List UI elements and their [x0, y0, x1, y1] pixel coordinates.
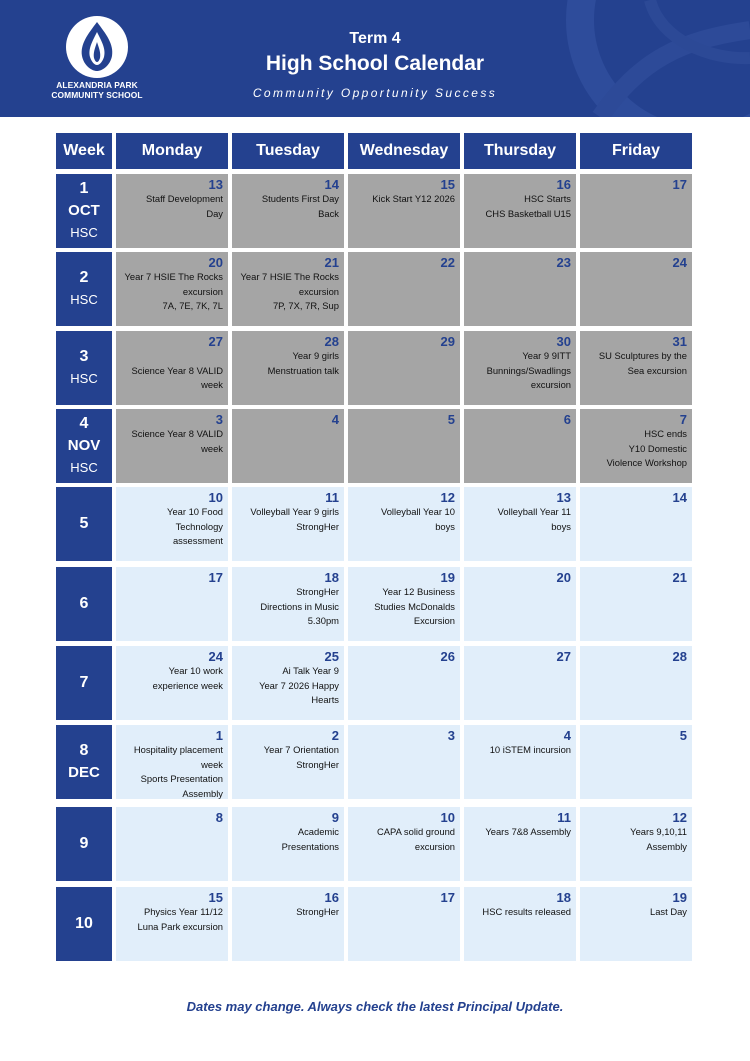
event-text: Year 9 girls [292, 350, 339, 361]
day-cell-thursday [464, 331, 576, 405]
date-number: 3 [447, 728, 455, 743]
week-label-8 [56, 725, 112, 799]
date-number: 18 [324, 570, 339, 585]
date-number: 23 [556, 255, 571, 270]
month-label: DEC [68, 764, 100, 781]
date-number: 22 [440, 255, 455, 270]
date-number: 19 [440, 570, 455, 585]
week-number: 8 [79, 742, 89, 759]
hsc-tag: HSC [70, 371, 98, 386]
event-text: Hearts [311, 694, 339, 706]
school-name: ALEXANDRIA PARK COMMUNITY SCHOOL [51, 80, 143, 100]
date-number: 24 [672, 255, 687, 270]
day-cell-wednesday [348, 646, 460, 720]
column-header-week: Week [56, 133, 112, 169]
week-label-7 [56, 646, 112, 720]
week-number: 4 [79, 415, 89, 432]
event-text: StrongHer [296, 758, 339, 770]
day-cell-friday [580, 487, 692, 561]
date-number: 2 [331, 728, 339, 743]
date-number: 4 [331, 412, 339, 427]
day-cell-wednesday [348, 807, 460, 881]
event-text: HSC ends [644, 428, 687, 439]
day-cell-tuesday [232, 331, 344, 405]
event-text: week [201, 758, 223, 770]
date-number: 17 [672, 177, 687, 192]
hsc-tag: HSC [70, 292, 98, 307]
day-cell-friday [580, 807, 692, 881]
day-cell-tuesday [232, 487, 344, 561]
day-cell-monday [116, 174, 228, 248]
event-text: 7P, 7X, 7R, Sup [272, 300, 339, 312]
event-text: excursion [530, 379, 571, 391]
day-cell-thursday [464, 252, 576, 326]
day-cell-wednesday [348, 487, 460, 561]
event-text: Menstruation talk [267, 364, 339, 376]
week-label-1 [56, 174, 112, 248]
event-text: Back [318, 207, 339, 219]
event-text: Year 9 9ITT [522, 350, 571, 361]
day-cell-monday [116, 409, 228, 483]
date-number: 11 [557, 810, 571, 825]
date-number: 20 [556, 570, 571, 585]
date-number: 14 [672, 490, 687, 505]
date-number: 28 [324, 334, 339, 349]
date-number: 27 [208, 334, 223, 349]
date-number: 11 [325, 490, 339, 505]
day-cell-thursday [464, 567, 576, 641]
date-number: 14 [324, 177, 339, 192]
hsc-tag: HSC [70, 225, 98, 240]
day-cell-friday [580, 725, 692, 799]
day-cell-tuesday [232, 887, 344, 961]
day-cell-thursday [464, 487, 576, 561]
day-cell-wednesday [348, 252, 460, 326]
week-number: 10 [75, 915, 93, 932]
event-text: StrongHer [296, 906, 339, 917]
day-cell-monday [116, 567, 228, 641]
event-text: Directions in Music [260, 600, 339, 612]
event-text: Technology [175, 520, 223, 532]
date-number: 26 [440, 649, 455, 664]
event-text: Year 7 HSIE The Rocks [124, 271, 223, 282]
day-cell-thursday [464, 887, 576, 961]
event-text: Science Year 8 VALID [131, 428, 223, 439]
date-number: 21 [672, 570, 687, 585]
date-number: 16 [324, 890, 339, 905]
date-number: 5 [447, 412, 455, 427]
event-text: boys [551, 520, 571, 532]
day-cell-monday [116, 725, 228, 799]
event-text: Physics Year 11/12 [143, 906, 223, 917]
event-text: Luna Park excursion [137, 920, 223, 932]
week-number: 3 [79, 348, 89, 365]
event-text: Year 7 HSIE The Rocks [240, 271, 339, 282]
event-text: StrongHer [296, 586, 339, 597]
day-cell-thursday [464, 807, 576, 881]
event-text: Last Day [650, 906, 687, 917]
event-text: boys [435, 520, 455, 532]
day-cell-tuesday [232, 725, 344, 799]
date-number: 8 [215, 810, 223, 825]
event-text: Assembly [182, 787, 223, 799]
event-text: week [201, 442, 223, 454]
day-cell-wednesday [348, 409, 460, 483]
day-cell-wednesday [348, 725, 460, 799]
event-text: Presentations [281, 840, 339, 852]
day-cell-friday [580, 331, 692, 405]
date-number: 13 [556, 490, 571, 505]
event-text: Years 9,10,11 [630, 826, 687, 837]
event-text: Year 7 Orientation [263, 744, 339, 755]
event-text: experience week [152, 679, 223, 691]
event-text: Students First Day [261, 193, 339, 204]
day-cell-thursday [464, 409, 576, 483]
event-text: Volleyball Year 9 girls [250, 506, 339, 517]
date-number: 17 [440, 890, 455, 905]
event-text: Year 12 Business [382, 586, 455, 597]
day-cell-monday [116, 331, 228, 405]
event-text: Y10 Domestic [628, 442, 687, 454]
date-number: 12 [672, 810, 687, 825]
event-text: 10 iSTEM incursion [489, 744, 571, 755]
date-number: 10 [208, 490, 223, 505]
date-number: 1 [215, 728, 223, 743]
date-number: 27 [556, 649, 571, 664]
day-cell-wednesday [348, 887, 460, 961]
day-cell-wednesday [348, 331, 460, 405]
footer-note: Dates may change. Always check the latest Principal Update. [186, 999, 564, 1014]
event-text: Year 10 work [168, 665, 223, 676]
school-motto: Community Opportunity Success [252, 86, 498, 100]
day-cell-friday [580, 174, 692, 248]
event-text: excursion [414, 840, 455, 852]
day-cell-wednesday [348, 174, 460, 248]
event-text: Excursion [413, 615, 455, 627]
date-number: 30 [556, 334, 571, 349]
date-number: 21 [324, 255, 339, 270]
day-cell-monday [116, 646, 228, 720]
day-cell-tuesday [232, 646, 344, 720]
event-text: Year 10 Food [167, 506, 223, 517]
event-text: Violence Workshop [606, 457, 687, 469]
week-number: 1 [79, 180, 89, 197]
event-text: Sea excursion [627, 364, 687, 376]
day-cell-monday [116, 887, 228, 961]
hsc-tag: HSC [70, 460, 98, 475]
date-number: 15 [208, 890, 223, 905]
day-cell-monday [116, 252, 228, 326]
column-header-thursday: Thursday [464, 133, 576, 169]
event-text: CAPA solid ground [377, 826, 455, 837]
day-cell-friday [580, 567, 692, 641]
event-text: excursion [182, 285, 223, 297]
event-text: Years 7&8 Assembly [485, 826, 571, 837]
month-label: NOV [67, 437, 101, 454]
event-text: assessment [172, 535, 223, 547]
week-number: 2 [79, 269, 89, 286]
week-label-6 [56, 567, 112, 641]
day-cell-tuesday [232, 567, 344, 641]
day-cell-wednesday [348, 567, 460, 641]
day-cell-tuesday [232, 252, 344, 326]
date-number: 13 [208, 177, 223, 192]
week-label-5 [56, 487, 112, 561]
term-label: Term 4 [349, 30, 401, 47]
day-cell-thursday [464, 646, 576, 720]
column-header-friday: Friday [580, 133, 692, 169]
month-label: OCT [68, 202, 100, 219]
day-cell-friday [580, 252, 692, 326]
date-number: 31 [672, 334, 687, 349]
event-text [121, 349, 223, 364]
date-number: 7 [679, 412, 687, 427]
day-cell-tuesday [232, 409, 344, 483]
date-number: 9 [331, 810, 339, 825]
date-number: 18 [556, 890, 571, 905]
event-text: 7A, 7E, 7K, 7L [162, 300, 223, 312]
day-cell-monday [116, 807, 228, 881]
day-cell-thursday [464, 174, 576, 248]
page-title: High School Calendar [265, 52, 485, 75]
event-text: StrongHer [296, 520, 339, 532]
week-number: 9 [79, 835, 89, 852]
week-label-9 [56, 807, 112, 881]
event-text: Hospitality placement [133, 744, 223, 755]
event-text: Academic [297, 826, 339, 837]
event-text: Studies McDonalds [374, 600, 455, 612]
date-number: 5 [679, 728, 687, 743]
date-number: 6 [563, 412, 571, 427]
date-number: 10 [440, 810, 455, 825]
week-label-3 [56, 331, 112, 405]
day-cell-tuesday [232, 807, 344, 881]
week-number: 7 [79, 674, 89, 691]
column-header-tuesday: Tuesday [232, 133, 344, 169]
event-text: Assembly [646, 840, 687, 852]
event-text: HSC results released [482, 906, 571, 917]
column-header-wednesday: Wednesday [348, 133, 460, 169]
column-header-monday: Monday [116, 133, 228, 169]
event-text: Science Year 8 VALID [131, 364, 223, 376]
event-text: Day [206, 207, 223, 219]
date-number: 17 [208, 570, 223, 585]
event-text: SU Sculptures by the [598, 350, 687, 361]
date-number: 3 [215, 412, 223, 427]
date-number: 29 [440, 334, 455, 349]
date-number: 12 [440, 490, 455, 505]
week-label-2 [56, 252, 112, 326]
event-text: Sports Presentation [140, 773, 223, 785]
day-cell-friday [580, 409, 692, 483]
date-number: 15 [440, 177, 455, 192]
event-text: Ai Talk Year 9 [282, 665, 339, 676]
date-number: 24 [208, 649, 223, 664]
date-number: 28 [672, 649, 687, 664]
date-number: 4 [563, 728, 571, 743]
date-number: 25 [324, 649, 339, 664]
day-cell-friday [580, 887, 692, 961]
week-label-10 [56, 887, 112, 961]
event-text: Volleyball Year 10 [380, 506, 455, 517]
event-text: Year 7 2026 Happy [259, 679, 339, 691]
event-text: excursion [298, 285, 339, 297]
event-text: HSC Starts [524, 193, 571, 204]
event-text: Volleyball Year 11 [497, 506, 571, 517]
date-number: 16 [556, 177, 571, 192]
day-cell-monday [116, 487, 228, 561]
day-cell-thursday [464, 725, 576, 799]
event-text: 5.30pm [307, 615, 339, 627]
event-text: Staff Development [146, 193, 223, 204]
week-number: 5 [79, 515, 89, 532]
date-number: 19 [672, 890, 687, 905]
event-text: Bunnings/Swadlings [486, 364, 571, 376]
day-cell-tuesday [232, 174, 344, 248]
event-text: week [201, 379, 223, 391]
week-label-4 [56, 409, 112, 483]
week-number: 6 [79, 595, 89, 612]
date-number: 20 [208, 255, 223, 270]
day-cell-friday [580, 646, 692, 720]
event-text: Kick Start Y12 2026 [372, 193, 455, 204]
event-text: CHS Basketball U15 [485, 207, 571, 219]
header-banner [0, 0, 750, 117]
